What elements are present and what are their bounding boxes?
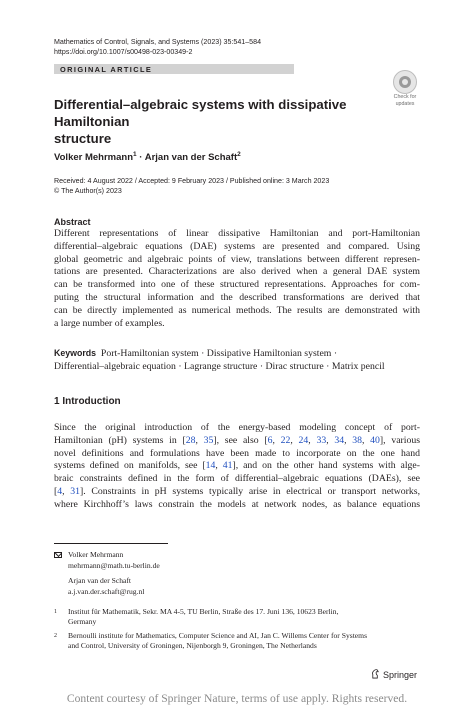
- intro-line: [4, 31]. Constraints in pH systems typically arise in electrical or transport networks,: [54, 485, 421, 497]
- citation-link[interactable]: 22: [280, 434, 291, 446]
- keywords-line-2: Differential–algebraic equation · Lagrange structure · Dirac structure · Matrix pencil: [54, 360, 385, 372]
- courtesy-notice: Content courtesy of Springer Nature, terms of use apply. Rights reserved.: [66, 692, 408, 705]
- doi-link[interactable]: https://doi.org/10.1007/s00498-023-00349-2: [54, 48, 193, 56]
- author-2[interactable]: Arjan van der Schaft: [144, 152, 238, 164]
- intro-line: braic constraints defined in the form of differential–algebraic equations (DAEs), see: [54, 473, 420, 485]
- citation-link[interactable]: 31: [70, 485, 81, 497]
- citation-link[interactable]: 41: [222, 460, 233, 472]
- intro-line: Since the original introduction of the energy-based modeling concept of port-: [54, 422, 420, 433]
- affiliation-number: 2: [54, 633, 57, 639]
- article-type-label: ORIGINAL ARTICLE: [60, 65, 153, 74]
- citation-link[interactable]: 38: [352, 434, 363, 446]
- abstract-line: Different representations of linear dissipative Hamiltonian and port-Hamiltonian: [54, 228, 420, 239]
- envelope-icon: [54, 552, 62, 558]
- citation-link[interactable]: 6: [267, 434, 273, 446]
- publication-dates: [54, 176, 329, 196]
- introduction-body: [54, 422, 420, 512]
- citation-link[interactable]: 14: [205, 460, 216, 472]
- abstract-body: [54, 228, 420, 330]
- citation-link[interactable]: 33: [316, 434, 327, 446]
- check-for-updates-text-2: updates: [395, 100, 415, 107]
- intro-line: Hamiltonian (pH) systems in [28, 35], see also [6, 22, 24, 33, 34, 38, 40], various: [54, 434, 421, 446]
- abstract-heading: Abstract: [54, 217, 91, 227]
- journal-citation: Mathematics of Control, Signals, and Systems (2023) 35:541–584: [54, 38, 262, 46]
- correspondence-email[interactable]: a.j.van.der.schaft@rug.nl: [68, 586, 145, 596]
- citation-link[interactable]: 35: [203, 434, 214, 446]
- abstract-line: can be transformed into one of these structured representations. Approaches for com-: [54, 279, 420, 291]
- footnote-divider: [54, 543, 168, 544]
- check-for-updates-icon: [393, 70, 417, 94]
- affiliation-text: and Control, University of Groningen, Nijenborgh 9, Groningen, The Netherlands: [68, 641, 317, 651]
- intro-line: where Kirchhoff’s laws constrain the models at network nodes, as balance equations: [54, 498, 420, 510]
- correspondence-author-2: [68, 576, 144, 597]
- affiliation-text: Institut für Mathematik, Sekr. MA 4-5, TU Berlin, Straße des 17. Juni 136, 10623 Berlin,: [68, 607, 339, 616]
- copyright: © The Author(s) 2023: [54, 187, 122, 195]
- citation-link[interactable]: 24: [298, 434, 309, 446]
- abstract-line: differential–algebraic equations (DAE) systems are presented and compared. Using: [54, 240, 420, 252]
- author-1[interactable]: Volker Mehrmann: [54, 152, 134, 164]
- intro-line: novel definitions and formulations have been made to incorporate on the one hand: [54, 447, 420, 459]
- citation-link[interactable]: 4: [57, 485, 63, 497]
- citation-link[interactable]: 34: [334, 434, 345, 446]
- title-line-1: Differential–algebraic systems with dissipative Hamiltonian: [54, 97, 347, 129]
- affiliation-number: 1: [54, 609, 57, 615]
- publisher-name: Springer: [383, 670, 418, 680]
- affiliation-text: Germany: [68, 617, 97, 627]
- publisher-logo: [371, 669, 417, 681]
- article-title: [54, 96, 394, 147]
- abstract-line: global geometric and algebraic points of view, translations between different represen-: [54, 253, 420, 265]
- citation-link[interactable]: 40: [370, 434, 380, 446]
- correspondence-name: Volker Mehrmann: [68, 550, 124, 559]
- springer-horse-icon: [371, 669, 380, 679]
- abstract-line: can be directly implemented as numerical methods. The results are demonstrated with: [54, 304, 420, 316]
- abstract-line: tations are presented. Characterizations are also derived when a general DAE system: [54, 266, 420, 278]
- check-for-updates-text-1: Check for: [393, 94, 417, 100]
- correspondence-author-1: [68, 550, 160, 571]
- date-history: Received: 4 August 2022 / Accepted: 9 February 2023 / Published online: 3 March 2023: [54, 177, 330, 185]
- journal-header: [54, 37, 261, 57]
- correspondence-name: Arjan van der Schaft: [68, 576, 132, 585]
- abstract-line: puting the structural information and the described transformations are derived that: [54, 291, 420, 303]
- keywords: [54, 347, 420, 374]
- abstract-line: a large number of examples.: [54, 317, 165, 329]
- citation-link[interactable]: 28: [185, 434, 196, 446]
- keywords-heading: Keywords: [54, 348, 97, 358]
- correspondence-email[interactable]: mehrmann@math.tu-berlin.de: [68, 560, 160, 570]
- author-separator: ·: [136, 152, 145, 164]
- author-2-affiliation: 2: [237, 151, 241, 158]
- intro-line: systems defined on manifolds, see [14, 41], and on the other hand systems with alge-: [54, 460, 421, 472]
- affiliation-text: Bernoulli institute for Mathematics, Computer Science and AI, Jan C. Willems Center for Systems: [68, 631, 368, 640]
- author-1-affiliation: 1: [133, 151, 137, 158]
- author-list: [54, 149, 241, 164]
- section-heading-introduction: 1 Introduction: [54, 396, 121, 407]
- title-line-2: structure: [54, 131, 112, 146]
- keywords-line-1: Port-Hamiltonian system · Dissipative Hamiltonian system ·: [100, 348, 338, 359]
